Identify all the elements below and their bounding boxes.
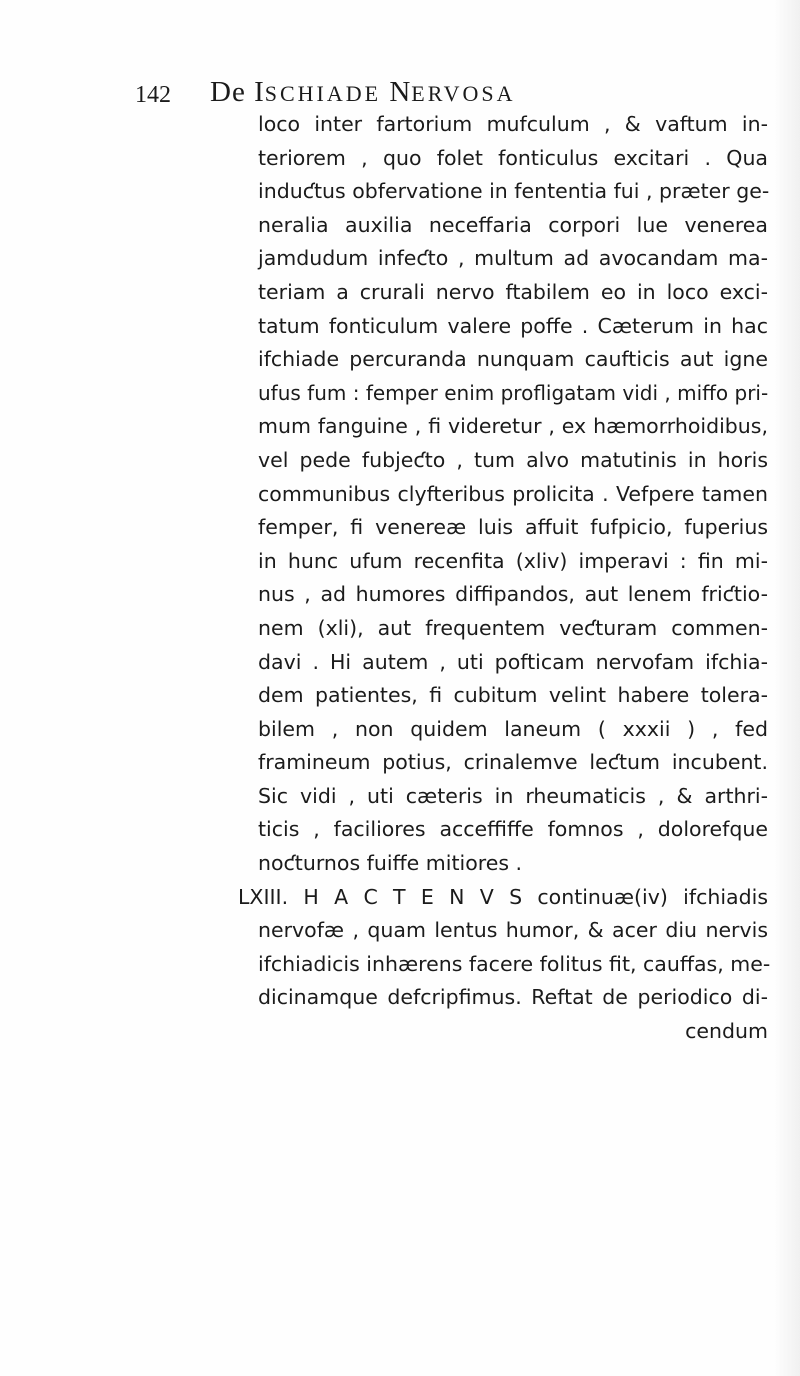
title-word2-rest: ERVOSA: [411, 81, 516, 106]
title-prefix: De: [210, 76, 255, 108]
text-line: femper, fi venereæ luis affuit fufpicio, fuperius: [258, 515, 768, 540]
text-line: nem (xli), aut frequentem veƈturam commen-: [258, 615, 768, 640]
title-word2-initial: N: [381, 76, 412, 108]
text-line: teriorem , quo folet fonticulus excitari . Qua: [258, 145, 768, 170]
text-line: ifchiade percuranda nunquam caufticis aut igne: [258, 347, 768, 372]
title-word1-initial: I: [254, 76, 265, 108]
text-line: tatum fonticulum valere poffe . Cæterum in hac: [258, 313, 768, 338]
page-edge-shadow: [774, 0, 800, 1376]
text-line: jamdudum infeƈto , multum ad avocandam ma-: [258, 246, 768, 271]
text-line: LXIII. H A C T E N V S continuæ(iv) ifchiadis: [238, 884, 768, 909]
page-header: [135, 76, 695, 110]
text-line: Sic vidi , uti cæteris in rheumaticis , & arthri-: [258, 783, 768, 808]
text-line: davi . Hi autem , uti pofticam nervofam ifchia-: [258, 649, 768, 674]
page-number: 142: [135, 82, 171, 108]
text-line: in hunc ufum recenfita (xliv) imperavi : fin mi-: [258, 548, 768, 573]
text-line: cendum: [685, 1019, 768, 1044]
body-text: [238, 108, 771, 1049]
text-line: communibus clyfteribus prolicita . Vefpere tamen: [258, 481, 768, 506]
text-line: dicinamque defcripfimus. Reftat de periodico di-: [258, 985, 768, 1010]
running-title: [210, 76, 516, 109]
text-line: neralia auxilia neceffaria corpori lue venerea: [258, 212, 768, 237]
text-line: ticis , faciliores acceffiffe fomnos , dolorefque: [258, 817, 768, 842]
text-line: nus , ad humores diffipandos, aut lenem friƈtio-: [258, 582, 768, 607]
text-line: induƈtus obfervatione in fententia fui , præter ge-: [258, 179, 770, 204]
text-line: teriam a crurali nervo ftabilem eo in loco exci-: [258, 279, 768, 304]
text-line: framineum potius, crinalemve leƈtum incubent.: [258, 750, 768, 775]
text-line: mum fanguine , fi videretur , ex hæmorrhoidibus,: [258, 414, 768, 439]
text-line: bilem , non quidem laneum ( xxxii ) , fed: [258, 716, 768, 741]
text-line: nervofæ , quam lentus humor, & acer diu nervis: [258, 918, 768, 943]
text-line: dem patientes, fi cubitum velint habere tolera-: [258, 683, 768, 708]
text-line: loco inter fartorium mufculum , & vaftum in-: [258, 112, 768, 136]
text-line: ufus fum : femper enim profligatam vidi , miffo pri-: [258, 380, 769, 405]
text-line: noƈturnos fuiffe mitiores .: [258, 851, 523, 876]
text-line: ifchiadicis inhærens facere folitus fit, cauffas, me-: [258, 951, 771, 976]
text-line: vel pede fubjeƈto , tum alvo matutinis in horis: [258, 447, 768, 472]
title-word1-rest: SCHIADE: [264, 81, 382, 106]
